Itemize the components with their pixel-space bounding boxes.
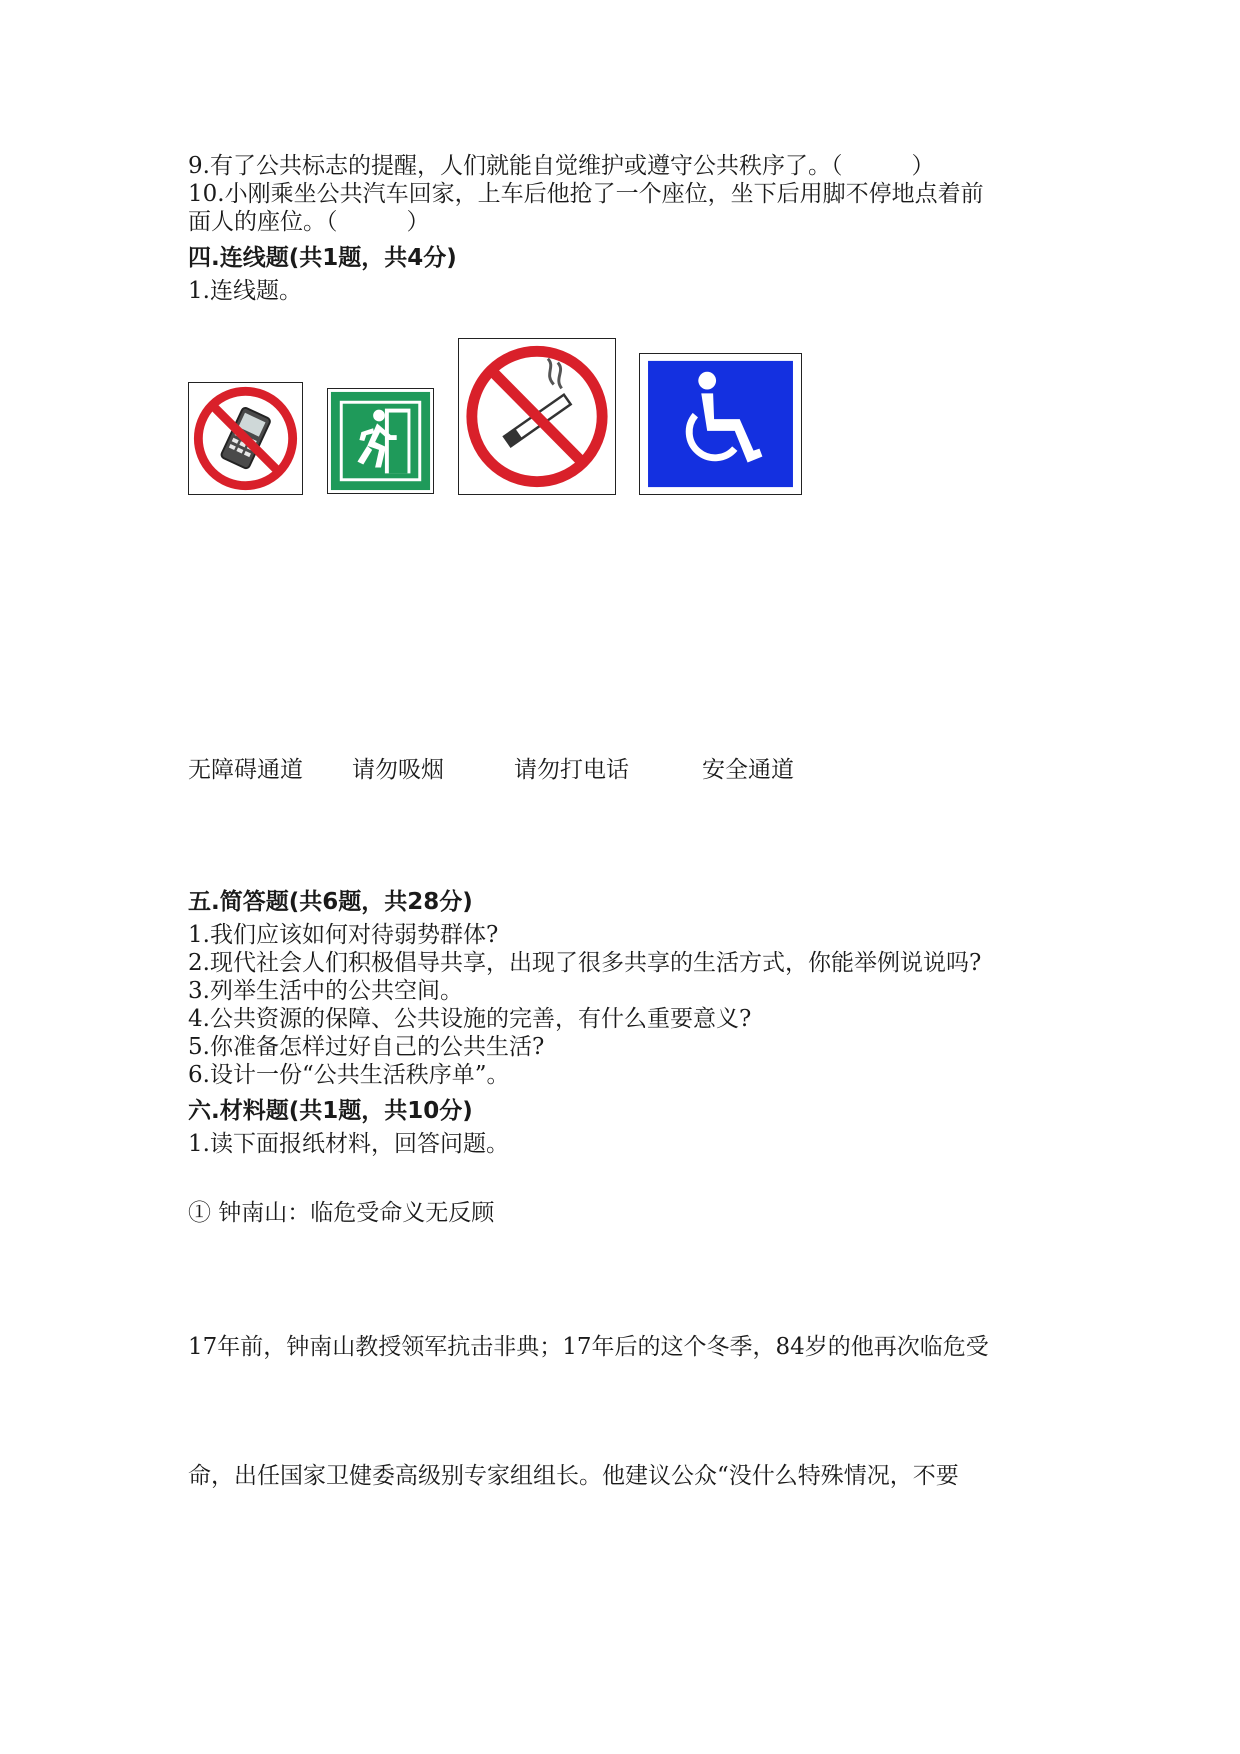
section-5-item: 3.列举生活中的公共空间。	[188, 978, 463, 1004]
question-10-line-1: 10.小刚乘坐公共汽车回家，上车后他抢了一个座位，坐下后用脚不停地点着前	[188, 181, 984, 207]
wheelchair-icon	[640, 354, 801, 494]
section-5-heading: 五.简答题(共6题，共28分)	[188, 889, 473, 915]
question-10-line-2: 面人的座位。（ ）	[188, 209, 430, 235]
section-6-heading: 六.材料题(共1题，共10分)	[188, 1098, 473, 1124]
section-4-question-1: 1.连线题。	[188, 278, 302, 304]
material-line-2: 命，出任国家卫健委高级别专家组组长。他建议公众“没什么特殊情况，不要	[188, 1463, 959, 1489]
emergency-exit-sign	[327, 388, 434, 494]
section-5-item: 1.我们应该如何对待弱势群体?	[188, 922, 499, 948]
section-5-item: 5.你准备怎样过好自己的公共生活?	[188, 1034, 545, 1060]
label-accessible-passage: 无障碍通道	[188, 757, 303, 783]
no-phone-sign	[188, 382, 303, 495]
section-5-item: 6.设计一份“公共生活秩序单”。	[188, 1062, 510, 1088]
no-smoking-sign	[458, 338, 616, 495]
section-6-question-1: 1.读下面报纸材料，回答问题。	[188, 1131, 509, 1157]
section-4-heading: 四.连线题(共1题，共4分)	[188, 245, 457, 271]
label-no-smoking: 请勿吸烟	[352, 757, 444, 783]
accessible-sign	[639, 353, 802, 495]
label-no-phone: 请勿打电话	[514, 757, 629, 783]
section-5-item: 4.公共资源的保障、公共设施的完善，有什么重要意义?	[188, 1006, 752, 1032]
running-man-exit-icon	[328, 389, 433, 493]
no-smoking-icon	[459, 339, 615, 494]
material-line-1: 17年前，钟南山教授领军抗击非典；17年后的这个冬季，84岁的他再次临危受	[188, 1334, 989, 1360]
question-9: 9.有了公共标志的提醒，人们就能自觉维护或遵守公共秩序了。（ ）	[188, 153, 935, 179]
material-title: ① 钟南山：临危受命义无反顾	[188, 1200, 495, 1226]
no-phone-icon	[189, 383, 302, 494]
section-5-item: 2.现代社会人们积极倡导共享，出现了很多共享的生活方式，你能举例说说吗?	[188, 950, 982, 976]
label-safety-passage: 安全通道	[702, 757, 794, 783]
